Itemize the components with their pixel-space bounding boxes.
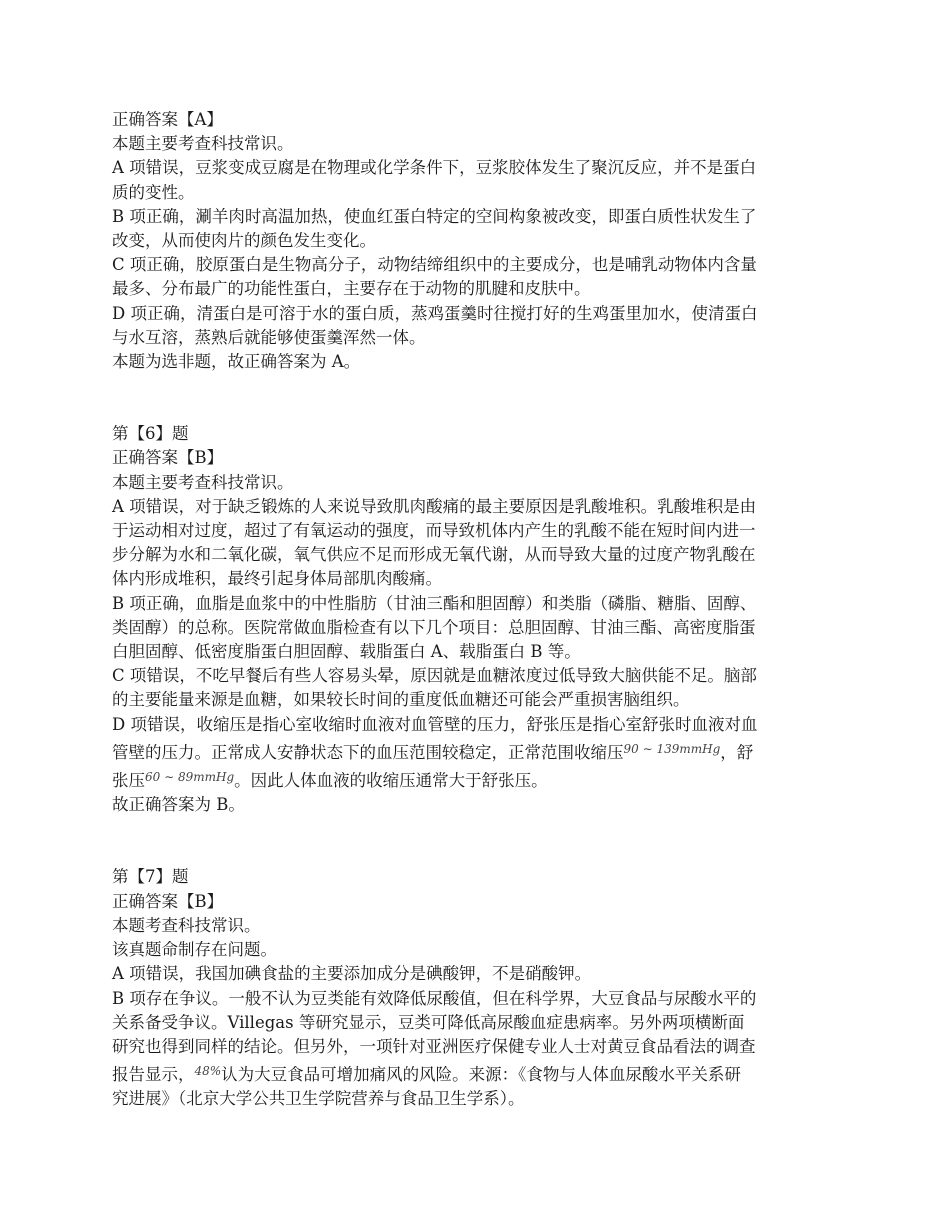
answer-line: D 项正确，清蛋白是可溶于水的蛋白质，蒸鸡蛋羹时往搅打好的生鸡蛋里加水，使清蛋白 <box>112 303 758 323</box>
answer-line: 与水互溶，蒸熟后就能够使蛋羹浑然一体。 <box>112 327 426 347</box>
answer-line: 本题主要考查科技常识。 <box>112 472 294 492</box>
answer-line: 体内形成堆积，最终引起身体局部肌肉酸痛。 <box>112 569 442 589</box>
answer-line: A 项错误，豆浆变成豆腐是在物理或化学条件下，豆浆胶体发生了聚沉反应，并不是蛋白 <box>112 158 757 178</box>
answer-block-5 <box>112 108 842 374</box>
answer-line <box>112 1059 842 1087</box>
answer-line: 白胆固醇、低密度脂蛋白胆固醇、载脂蛋白 A、载脂蛋白 B 等。 <box>112 642 581 662</box>
answer-line: 质的变性。 <box>112 182 195 202</box>
answer-line: A 项错误，对于缺乏锻炼的人来说导致肌肉酸痛的最主要原因是乳酸堆积。乳酸堆积是由 <box>112 496 757 516</box>
answer-line: 正确答案【A】 <box>112 110 223 129</box>
answer-line <box>112 737 842 765</box>
document-page <box>112 108 842 1112</box>
answer-line <box>112 765 842 793</box>
answer-line: 类固醇）的总称。医院常做血脂检查有以下几个项目：总胆固醇、甘油三酯、高密度脂蛋 <box>112 617 756 637</box>
answer-line: 于运动相对过度，超过了有氧运动的强度，而导致机体内产生的乳酸不能在短时间内进一 <box>112 521 756 541</box>
text-run: ，舒 <box>720 742 754 762</box>
answer-line: 本题考查科技常识。 <box>112 915 261 935</box>
answer-line: 正确答案【B】 <box>112 891 224 911</box>
answer-line: 本题为选非题，故正确答案为 A。 <box>112 352 361 372</box>
answer-line: 究进展》（北京大学公共卫生学院营养与食品卫生学系）。 <box>112 1089 525 1109</box>
answer-line: C 项错误，不吃早餐后有些人容易头晕，原因就是血糖浓度过低导致大脑供能不足。脑部 <box>112 666 757 686</box>
formula-percent: 48% <box>194 1064 222 1079</box>
text-run: 报告显示， <box>112 1065 195 1085</box>
answer-line: 正确答案【B】 <box>112 448 224 468</box>
text-run: 。因此人体血液的收缩压通常大于舒张压。 <box>234 771 548 791</box>
text-run: 认为大豆食品可增加痛风的风险。来源：《食物与人体血尿酸水平关系研 <box>221 1065 741 1085</box>
answer-line: 故正确答案为 B。 <box>112 795 245 815</box>
answer-line: D 项错误，收缩压是指心室收缩时血液对血管壁的压力，舒张压是指心室舒张时血液对血 <box>112 714 758 734</box>
answer-line: 改变，从而使肉片的颜色发生变化。 <box>112 231 376 251</box>
answer-line: 最多、分布最广的功能性蛋白，主要存在于动物的肌腱和皮肤中。 <box>112 279 591 299</box>
answer-line: 该真题命制存在问题。 <box>112 940 277 960</box>
answer-line: 步分解为水和二氧化碳，氧气供应不足而形成无氧代谢，从而导致大量的过度产物乳酸在 <box>112 545 756 565</box>
answer-line: B 项正确，涮羊肉时高温加热，使血红蛋白特定的空间构象被改变，即蛋白质性状发生了 <box>112 206 757 226</box>
answer-line: C 项正确，胶原蛋白是生物高分子，动物结缔组织中的主要成分，也是哺乳动物体内含量 <box>112 255 757 275</box>
block-spacer <box>112 374 842 422</box>
formula-diastolic: 60 ∼ 89mmHg <box>145 770 235 785</box>
answer-block-7 <box>112 865 842 1111</box>
question-number: 第【7】题 <box>112 867 189 887</box>
text-run: 张压 <box>112 771 145 791</box>
answer-block-6 <box>112 422 842 817</box>
formula-systolic: 90 ∼ 139mmHg <box>623 741 721 756</box>
text-run: 管壁的压力。正常成人安静状态下的血压范围较稳定，正常范围收缩压 <box>112 742 624 762</box>
answer-line: 本题主要考查科技常识。 <box>112 134 294 154</box>
answer-line: 的主要能量来源是血糖，如果较长时间的重度低血糖还可能会严重损害脑组织。 <box>112 690 690 710</box>
answer-line: 关系备受争议。Villegas 等研究显示，豆类可降低高尿酸血症患病率。另外两项横断面 <box>112 1012 745 1032</box>
answer-line: A 项错误，我国加碘食盐的主要添加成分是碘酸钾，不是硝酸钾。 <box>112 964 592 984</box>
answer-line: B 项存在争议。一般不认为豆类能有效降低尿酸值，但在科学界，大豆食品与尿酸水平的 <box>112 988 757 1008</box>
block-spacer <box>112 817 842 865</box>
answer-line: 研究也得到同样的结论。但另外，一项针对亚洲医疗保健专业人士对黄豆食品看法的调查 <box>112 1036 756 1056</box>
question-number: 第【6】题 <box>112 424 189 444</box>
answer-line: B 项正确，血脂是血浆中的中性脂肪（甘油三酯和胆固醇）和类脂（磷脂、糖脂、固醇、 <box>112 593 757 613</box>
